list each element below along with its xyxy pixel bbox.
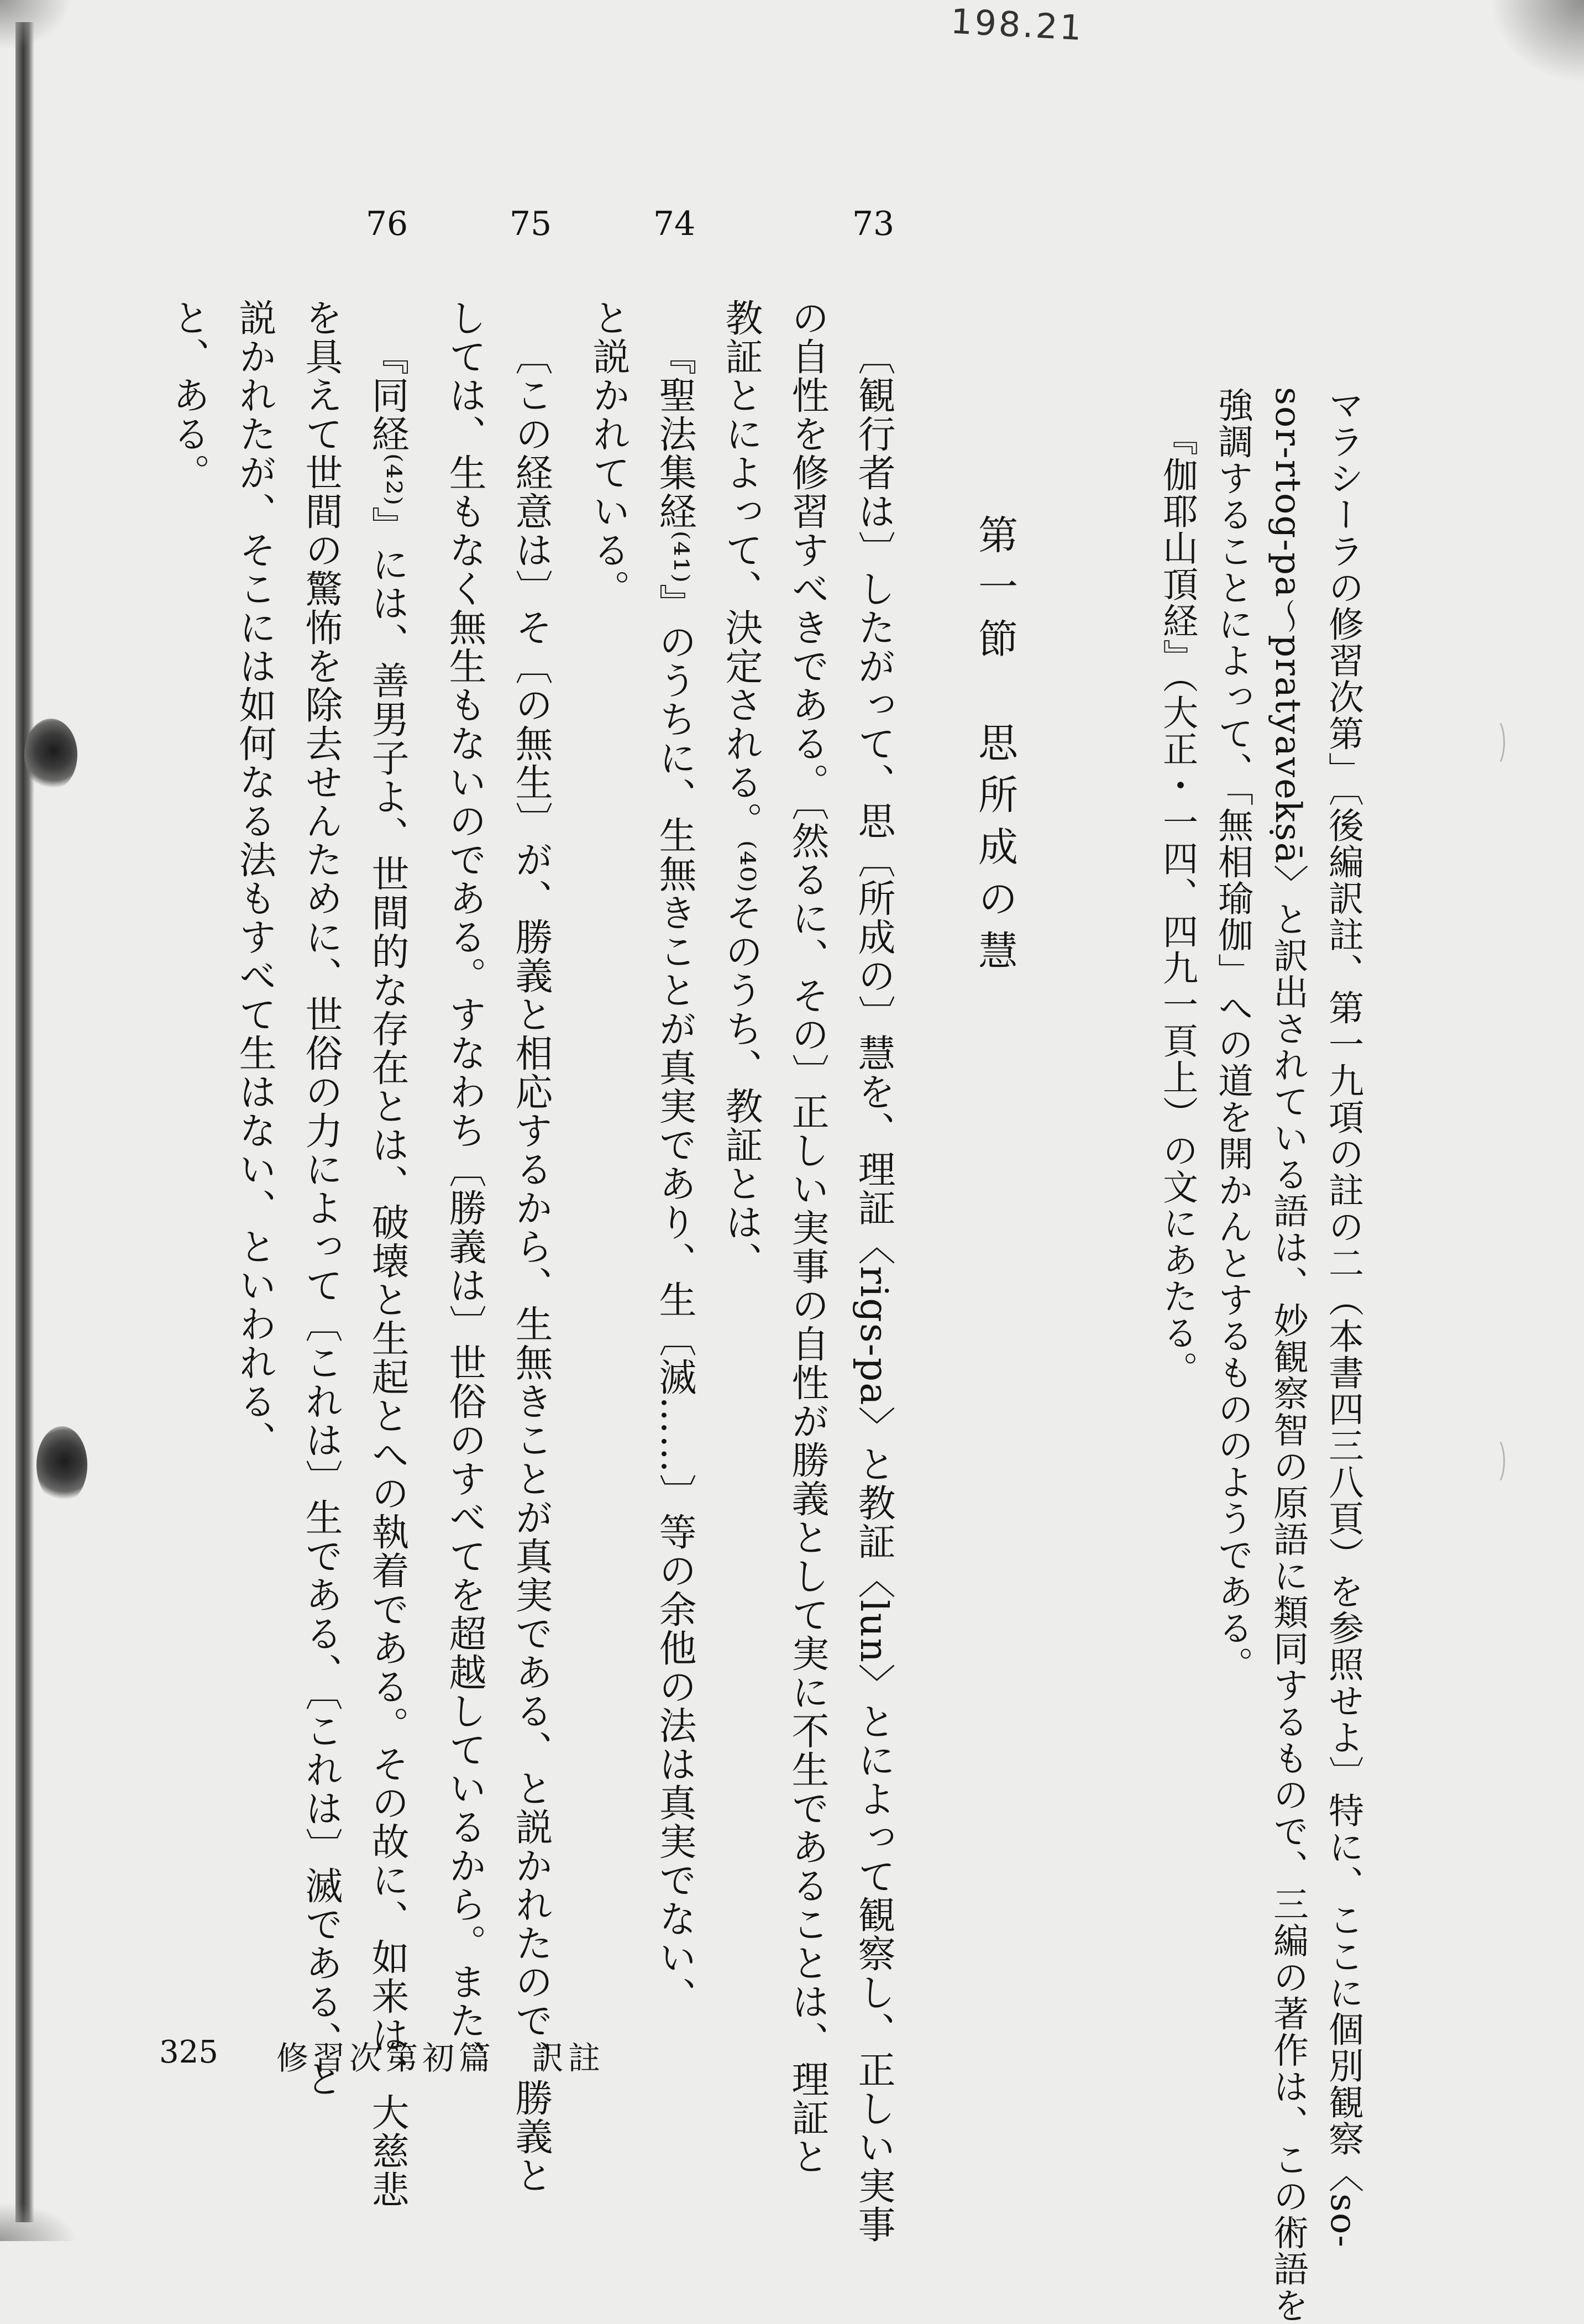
note-line: 『伽耶山頂経』（大正・一四、四九一頁上）の文にあたる。 bbox=[1157, 420, 1198, 1388]
paragraph-line: 〔この経意は〕そ〔の無生〕が、勝義と相応するから、生無きことが真実である、と説かれたので、勝義と bbox=[509, 337, 553, 2195]
paragraph-line: 『同経⁽⁴²⁾』には、善男子よ、世間的な存在とは、破壊と生起とへの執着である。その故に、如来は、大慈悲 bbox=[365, 337, 409, 2209]
note-line: マラシーラの修習次第」〔後編訳註、第一九項の註の二（本書四三八頁）を参照せよ〕特に、ここに個別観察〈so- bbox=[1323, 387, 1363, 2248]
scan-mark bbox=[1487, 1437, 1505, 1485]
paragraph-line: と説かれている。 bbox=[586, 299, 630, 608]
scan-corner-noise bbox=[1490, 0, 1584, 83]
paragraph-line: 説かれたが、そこには如何なる法もすべて生はない、といわれる、 bbox=[233, 299, 276, 1459]
paragraph-line: しては、生もなく無生もないのである。すなわち〔勝義は〕世俗のすべてを超越しているから。また、 bbox=[443, 299, 486, 2079]
section-title: 第一節 思所成の慧 bbox=[972, 514, 1018, 982]
paragraph-number: 74 bbox=[653, 205, 696, 243]
paragraph-number: 75 bbox=[509, 205, 552, 243]
scan-corner-noise bbox=[0, 0, 72, 50]
paragraph-line: 教証とによって、決定される。⁽⁴⁰⁾そのうち、教証とは、 bbox=[719, 299, 763, 1280]
page-number: 325 bbox=[159, 2034, 218, 2070]
scan-edge-shadow bbox=[15, 22, 34, 2222]
paragraph-number: 73 bbox=[852, 205, 895, 243]
paragraph-line: を具えて世間の驚怖を除去せんために、世俗の力によって〔これは〕生である、〔これは〕滅である、と bbox=[299, 299, 343, 2098]
handwritten-annotation: 198.21 bbox=[950, 1, 1085, 49]
running-title: 修習次第初篇 訳註 bbox=[276, 2039, 605, 2077]
paragraph-line: の自性を修習すべきである。〔然るに、その〕正しい実事の自性が勝義として実に不生であることは、理証と bbox=[785, 299, 829, 2176]
punch-hole bbox=[36, 1426, 87, 1504]
scan-mark bbox=[1487, 719, 1505, 766]
paragraph-line: 『聖法集経⁽⁴¹⁾』のうちに、生無きことが真実であり、生〔滅……〕等の余他の法は真実でない、 bbox=[653, 337, 696, 2016]
paragraph-number: 76 bbox=[365, 205, 408, 243]
paragraph-line: 〔観行者は〕したがって、思〔所成の〕慧を、理証〈rigs-pa〉と教証〈lun〉とによって観察し、正しい実事 bbox=[852, 337, 895, 2244]
note-line: 強調することによって、「無相瑜伽」への道を開かんとするもののようである。 bbox=[1212, 387, 1253, 1683]
punch-hole bbox=[24, 719, 77, 791]
scan-corner-noise bbox=[0, 2202, 77, 2241]
note-line: sor-rtog-pa～pratyavekṣā〉と訳出されている語は、妙観察智の原語に類同するもので、三編の著作は、この術語を bbox=[1267, 387, 1308, 2324]
paragraph-line: と、ある。 bbox=[166, 299, 210, 492]
